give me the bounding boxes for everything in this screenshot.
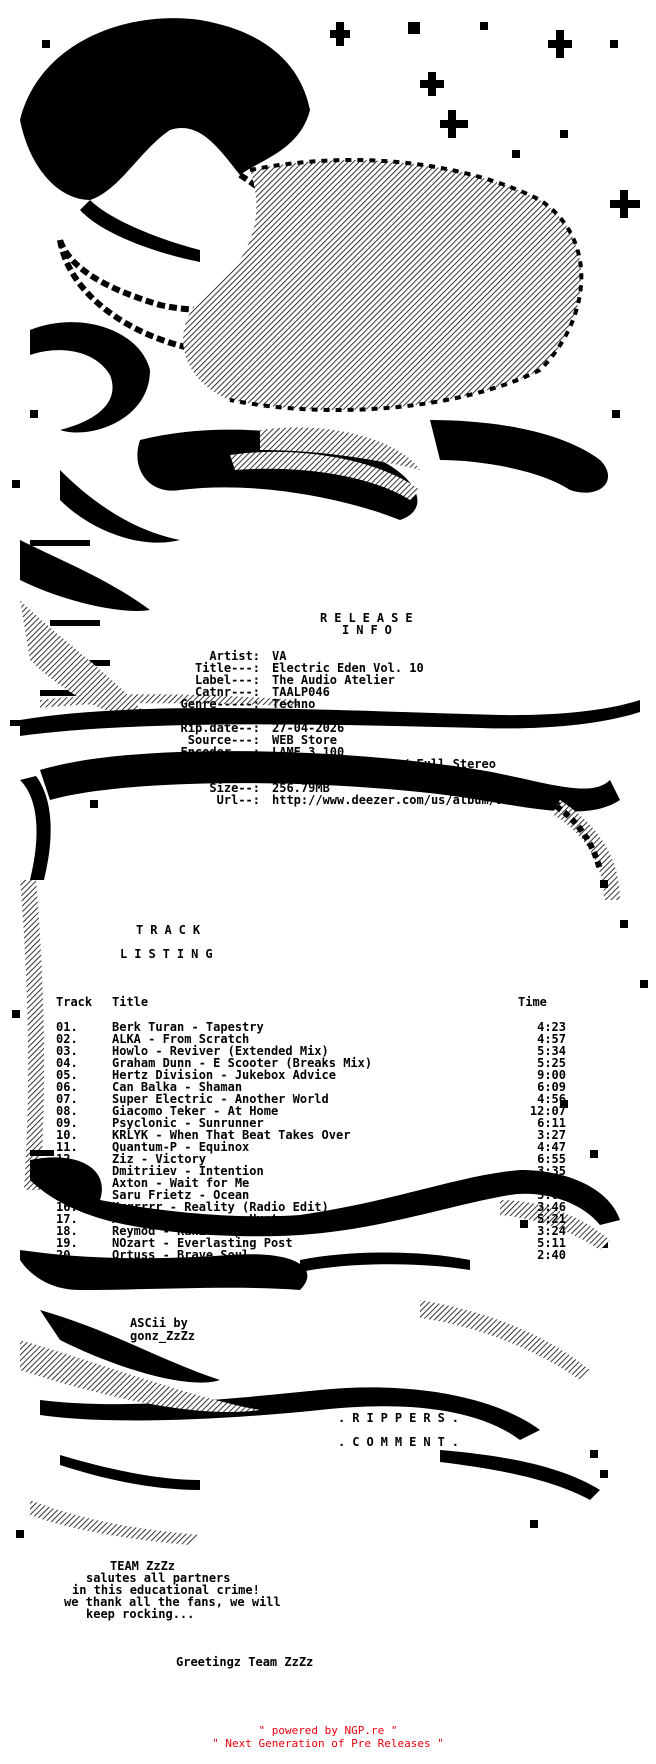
track-number: 08. bbox=[56, 1104, 78, 1118]
track-number: 05. bbox=[56, 1068, 78, 1082]
track-title: Urrrrrr - Reality (Radio Edit) bbox=[112, 1200, 329, 1214]
track-number: 20. bbox=[56, 1248, 78, 1262]
track-time: 4:23 bbox=[537, 1020, 566, 1034]
info-value: 20 bbox=[272, 769, 287, 783]
track-col-header: Track bbox=[56, 995, 93, 1009]
track-time: 12:07 bbox=[529, 1104, 566, 1118]
scroll-frame bbox=[20, 751, 620, 1190]
track-number: 19. bbox=[56, 1236, 78, 1250]
team-line-5: keep rocking... bbox=[86, 1607, 195, 1621]
team-line-3: in this educational crime! bbox=[72, 1583, 260, 1597]
track-number: 02. bbox=[56, 1032, 78, 1046]
track-number: 15. bbox=[56, 1188, 78, 1202]
track-number: 11. bbox=[56, 1140, 78, 1154]
track-time: 3:24 bbox=[537, 1224, 566, 1238]
ascii-by-label: ASCii by bbox=[130, 1316, 188, 1330]
track-number: 17. bbox=[56, 1212, 78, 1226]
info-key: Title---: bbox=[194, 661, 260, 675]
info-value: TAALP046 bbox=[272, 685, 330, 699]
track-title: Reymod - Ranita Space bbox=[112, 1224, 264, 1238]
title-col-header: Title bbox=[112, 995, 149, 1009]
info-key: Url--: bbox=[216, 793, 260, 807]
track-title: Saru Frietz - Ocean bbox=[112, 1188, 250, 1202]
track-time: 4:57 bbox=[537, 1032, 566, 1046]
info-value: WEB Store bbox=[272, 733, 338, 747]
team-line-2: salutes all partners bbox=[86, 1571, 231, 1585]
comment-heading: .COMMENT. bbox=[338, 1435, 467, 1449]
track-title: Graham Dunn - E Scooter (Breaks Mix) bbox=[112, 1056, 373, 1070]
release-info-heading-1: RELEASE bbox=[320, 611, 420, 625]
track-title: Giacomo Teker - At Home bbox=[112, 1104, 279, 1118]
track-number: 04. bbox=[56, 1056, 78, 1070]
track-title: KRLYK - When That Beat Takes Over bbox=[112, 1128, 351, 1142]
info-value: Electric Eden Vol. 10 bbox=[272, 661, 424, 675]
track-number: 16. bbox=[56, 1200, 78, 1214]
track-number: 12. bbox=[56, 1152, 78, 1166]
track-time: 4:56 bbox=[537, 1092, 566, 1106]
track-time: 3:35 bbox=[537, 1164, 566, 1178]
track-title: Psyclonic - Sunrunner bbox=[112, 1116, 264, 1130]
track-time: 5:34 bbox=[537, 1044, 566, 1058]
info-value: 320kbps / 4410kHz / Full Stereo bbox=[272, 757, 496, 771]
track-number: 09. bbox=[56, 1116, 78, 1130]
info-value: 27-04-2026 bbox=[272, 721, 345, 735]
track-listing-heading-1: TRACK bbox=[136, 923, 208, 937]
info-value: VA bbox=[272, 649, 287, 663]
figure-shading bbox=[183, 160, 581, 410]
ascii-author: gonz_ZzZz bbox=[130, 1329, 196, 1343]
track-number: 14. bbox=[56, 1176, 78, 1190]
track-title: Asineus - Treasure Hunt bbox=[112, 1212, 279, 1226]
info-value: http://www.deezer.com/us/album/941603401 bbox=[272, 793, 561, 807]
track-time: 3:46 bbox=[537, 1200, 566, 1214]
track-title: Can Balka - Shaman bbox=[112, 1080, 243, 1094]
info-key: Quality--: bbox=[187, 757, 260, 771]
info-key: Size--: bbox=[209, 781, 260, 795]
info-key: Artist: bbox=[209, 649, 260, 663]
rippers-heading: .RIPPERS. bbox=[338, 1411, 467, 1425]
track-number: 18. bbox=[56, 1224, 78, 1238]
info-key: Source---: bbox=[187, 733, 260, 747]
track-time: 3:33 bbox=[537, 1176, 566, 1190]
info-key: Tracks--: bbox=[194, 769, 260, 783]
info-value: Techno bbox=[272, 697, 316, 711]
info-key: Str.date--: bbox=[180, 709, 260, 723]
info-value: 256.79MB bbox=[272, 781, 330, 795]
track-title: Howlo - Reviver (Extended Mix) bbox=[112, 1044, 329, 1058]
team-line-4: we thank all the fans, we will bbox=[64, 1595, 281, 1609]
track-time: 5:11 bbox=[537, 1236, 566, 1250]
track-time: 6:55 bbox=[537, 1152, 566, 1166]
track-title: Dmitriiev - Intention bbox=[112, 1164, 264, 1178]
track-time: 5:01 bbox=[537, 1188, 566, 1202]
track-time: 2:40 bbox=[537, 1248, 566, 1262]
info-value: The Audio Atelier bbox=[272, 673, 395, 687]
info-key: Label---: bbox=[194, 673, 260, 687]
info-key: Encoder---: bbox=[180, 745, 260, 759]
track-number: 13. bbox=[56, 1164, 78, 1178]
track-number: 01. bbox=[56, 1020, 78, 1034]
track-title: Axton - Wait for Me bbox=[112, 1176, 250, 1190]
track-time: 4:47 bbox=[537, 1140, 566, 1154]
track-listing-heading-2: LISTING bbox=[120, 947, 220, 961]
track-number: 07. bbox=[56, 1092, 78, 1106]
info-key: Genre-----: bbox=[180, 697, 260, 711]
info-key: Catnr---: bbox=[194, 685, 260, 699]
track-title: Ziz - Victory bbox=[112, 1152, 206, 1166]
track-title: Hertz Division - Jukebox Advice bbox=[112, 1068, 336, 1082]
track-number: 10. bbox=[56, 1128, 78, 1142]
track-time: 9:00 bbox=[537, 1068, 566, 1082]
track-title: Berk Turan - Tapestry bbox=[112, 1020, 264, 1034]
footer-powered-by: " powered by NGP.re " bbox=[258, 1724, 398, 1737]
track-title: Ortuss - Brave Soul bbox=[112, 1248, 250, 1262]
track-time: 3:27 bbox=[537, 1128, 566, 1142]
track-number: 03. bbox=[56, 1044, 78, 1058]
track-time: 5:25 bbox=[537, 1056, 566, 1070]
track-number: 06. bbox=[56, 1080, 78, 1094]
track-title: NOzart - Everlasting Post bbox=[112, 1236, 293, 1250]
release-info-heading-2: INFO bbox=[342, 623, 399, 637]
track-time: 6:11 bbox=[537, 1116, 566, 1130]
team-line-1: TEAM ZzZz bbox=[110, 1559, 176, 1573]
info-key: Rip.date--: bbox=[180, 721, 260, 735]
info-value: LAME 3.100 bbox=[272, 745, 345, 759]
track-time: 5:21 bbox=[537, 1212, 566, 1226]
track-title: Super Electric - Another World bbox=[112, 1092, 329, 1106]
track-time: 6:09 bbox=[537, 1080, 566, 1094]
track-title: Quantum-P - Equinox bbox=[112, 1140, 250, 1154]
time-col-header: Time bbox=[518, 995, 547, 1009]
footer-tagline: " Next Generation of Pre Releases " bbox=[212, 1737, 444, 1750]
greetings: Greetingz Team ZzZz bbox=[176, 1655, 314, 1669]
track-title: ALKA - From Scratch bbox=[112, 1032, 250, 1046]
info-value: 06-04-2026 bbox=[272, 709, 345, 723]
